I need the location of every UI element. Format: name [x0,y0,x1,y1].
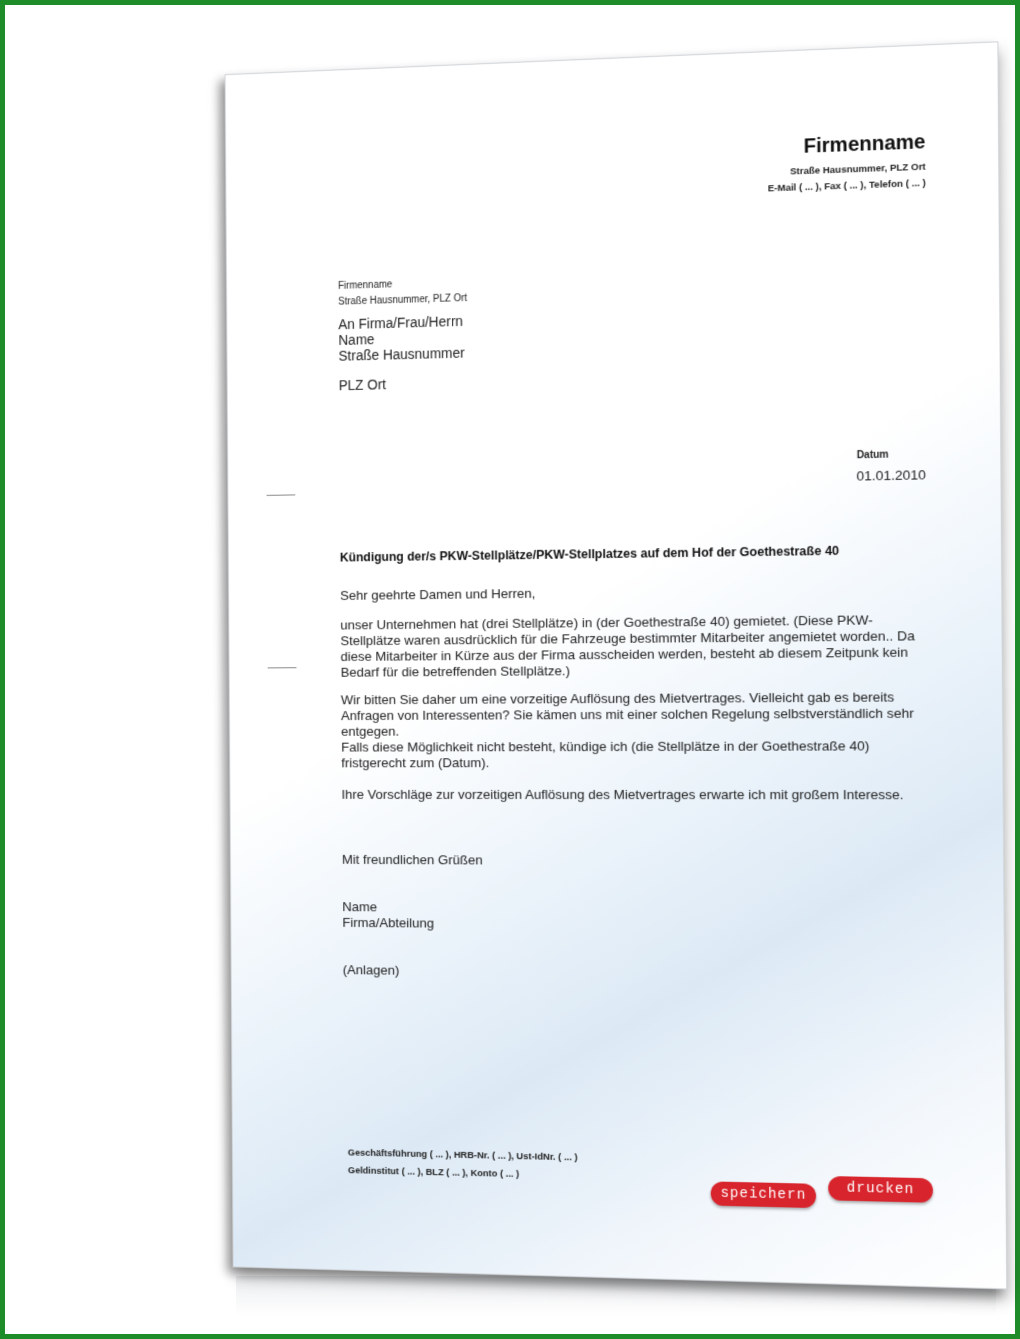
header-address: Straße Hausnummer, PLZ Ort [789,161,926,178]
footer-line-2: Geldinstitut ( ... ), BLZ ( ... ), Konto ( ... ) [347,1165,520,1181]
date-value: 01.01.2010 [856,467,926,484]
signature-name: Name [342,899,378,915]
sender-name: Firmenname [338,279,393,292]
closing: Mit freundlichen Grüßen [341,851,483,868]
document-preview [225,41,1006,1287]
footer-line-1: Geschäftsführung ( ... ), HRB-Nr. ( ... ), Ust-IdNr. ( ... ) [347,1147,578,1164]
paragraph-1: unser Unternehmen hat (drei Stellplätze) in (der Goethestraße 40) gemietet. (Diese PKW-Stellplätze waren ausdrücklich für die Fahrzeuge bestimmter Mitarbeiter angemietet worden.. Da diese Mitarbeiter in Kürze aus der Firma ausscheiden werden, besteht ab diesem Zeitpunk kein Bedarf für die betreffenden Stellplätze.) [340,612,915,680]
date-label: Datum [856,449,889,462]
signature-department: Firma/Abteilung [342,915,435,931]
fold-mark-middle [268,667,297,668]
salutation: Sehr geehrte Damen und Herren, [340,585,536,603]
print-button[interactable]: drucken [828,1176,933,1203]
recipient-line-3: Straße Hausnummer [338,344,465,364]
letter-subject: Kündigung der/s PKW-Stellplätze/PKW-Stellplatzes auf dem Hof der Goethestraße 40 [339,543,840,565]
header-company-name: Firmenname [803,130,926,158]
save-button[interactable]: speichern [711,1181,817,1208]
paragraph-3: Falls diese Möglichkeit nicht besteht, kündige ich (die Stellplätze in der Goethestraße 40) fristgerecht zum (Datum). [341,738,870,771]
recipient-line-1: An Firma/Frau/Herrn [338,312,463,333]
letter-page [225,41,1008,1289]
header-contact: E-Mail ( ... ), Fax ( ... ), Telefon ( ... ) [767,177,926,195]
paragraph-4: Ihre Vorschläge zur vorzeitigen Auflösung des Mietvertrages erwarte ich mit großem Interesse. [341,786,904,803]
sender-address: Straße Hausnummer, PLZ Ort [338,293,468,308]
attachments: (Anlagen) [342,962,400,978]
fold-mark-top [267,494,296,495]
recipient-line-4: PLZ Ort [338,376,387,394]
paragraph-2: Wir bitten Sie daher um eine vorzeitige Auflösung des Mietvertrages. Vielleicht gab es bereits Anfragen von Interessenten? Sie kämen uns mit einer solchen Regelung selbstverständlich sehr entgegen. [340,689,914,739]
recipient-line-2: Name [338,331,375,348]
